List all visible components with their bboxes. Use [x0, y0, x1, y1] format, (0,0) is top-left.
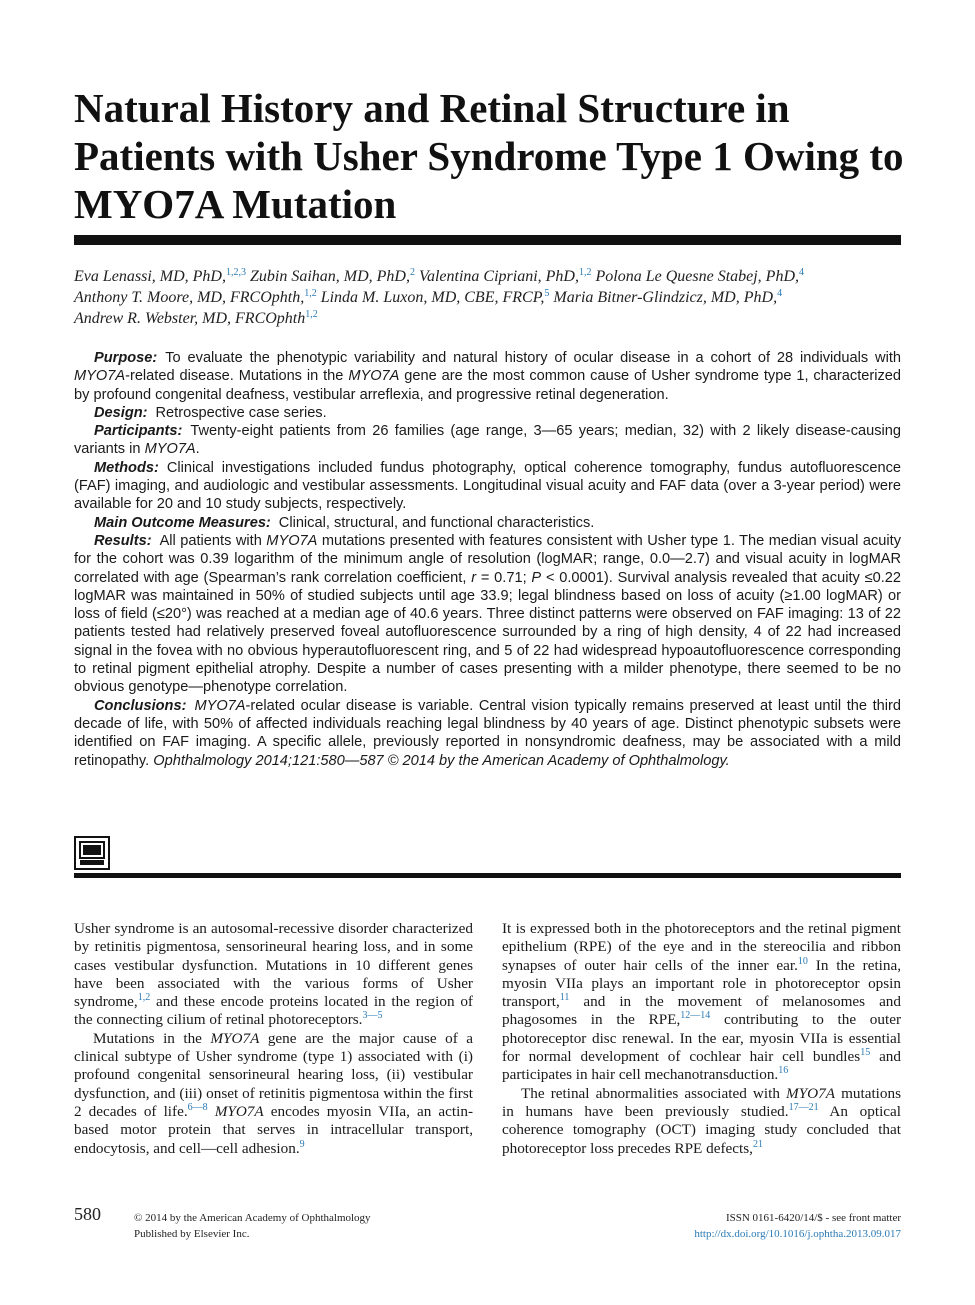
doi-link[interactable]: http://dx.doi.org/10.1016/j.ophtha.2013.09.017 — [694, 1228, 901, 1240]
author: Andrew R. Webster, MD, FRCOphth$^{1,2}$ — [74, 309, 318, 327]
reference-link[interactable]: 3—5 — [362, 1010, 383, 1022]
reference-link[interactable]: 16 — [778, 1065, 789, 1077]
body-paragraph: Mutations in the MYO7A gene are the major cause of a clinical subtype of Usher syndrome (type 1) associated with (i) profound congenital sensorineural hearing loss, (ii) vestibular dysfunction, and (iii) onset of retinitis pigmentosa within the first 2 decades of life.$^{6—8}$ MYO7A encodes myosin VIIa, an actin-based motor protein that serves in intracellular transport, endocytosis, and cell—cell adhesion.$^9$ — [74, 1029, 473, 1157]
body-paragraph: The retinal abnormalities associated with MYO7A mutations in humans have been previously studied.$^{17—21}$ An optical coherence tomography (OCT) imaging study concluded that photoreceptor loss precedes RPE defects,$^{21}$ — [502, 1084, 902, 1157]
citation: Ophthalmology 2014;121:580—587 © 2014 by the American Academy of Ophthalmology. — [153, 752, 730, 769]
abstract-methods: Methods: Clinical investigations included fundus photography, optical coherence tomography, fundus autofluorescence (FAF) imaging, and audiologic and vestibular assessments. Longitudinal visual acuity and FAF data (over a 3-year period) were available for 20 and 10 study subjects, respectively. — [74, 459, 901, 513]
body-column-right — [502, 920, 901, 1158]
abstract-design: Design: Retrospective case series. — [94, 404, 327, 421]
author-list — [74, 266, 904, 329]
abstract-results: Results: All patients with MYO7A mutations presented with features consistent with Usher type 1. The median visual acuity for the cohort was 0.39 logarithm of the minimum angle of resolution (logMAR; range, 0.0—2.7) and visual acuity in logMAR correlated with age (Spearman’s rank correlation coefficient, r = 0.71; P < 0.0001). Survival analysis revealed that acuity ≤0.22 logMAR was maintained in 50% of studied subjects until age 33.9; legal blindness based on loss of acuity (≥1.00 logMAR) or loss of field (≤20°) was reached at a median age of 40.6 years. Three distinct patterns were observed on FAF imaging: 13 of 22 patients tested had relatively preserved foveal autofluorescence surrounded by a ring of high density, 4 of 22 had increased signal in the fovea with no obvious hyperautofluorescent ring, and 5 of 22 had widespread hypoautofluorescence corresponding to retinal pigment epithelial atrophy. Despite a number of cases presenting with a milder phenotype, there seemed to be no obvious genotype—phenotype correlation. — [74, 532, 902, 696]
author: Valentina Cipriani, PhD,$^{1,2}$ — [418, 267, 592, 285]
affiliation-ref[interactable]: 4 — [777, 288, 783, 299]
body-paragraph: Usher syndrome is an autosomal-recessive disorder characterized by retinitis pigmentosa, sensorineural hearing loss, and in some cases vestibular dysfunction. Mutations in 10 different genes have been associated with the various forms of Usher syndrome,$^{1,2}$ and these encode proteins located in the region of the connecting cilium of retinal photoreceptors.$^{3—5}$ — [74, 920, 473, 1029]
page-number: 580 — [74, 1204, 101, 1224]
affiliation-ref[interactable]: 1,2 — [304, 288, 317, 299]
video-icon[interactable] — [74, 836, 110, 870]
author: Zubin Saihan, MD, PhD,$^2$ — [249, 267, 415, 285]
affiliation-ref[interactable]: 5 — [544, 288, 550, 299]
footer-copyright: © 2014 by the American Academy of Ophthalmology Published by Elsevier Inc. — [134, 1212, 371, 1240]
abstract-conclusions: Conclusions: MYO7A-related ocular disease is variable. Central vision typically remains preserved at least until the third decade of life, with 50% of affected individuals reaching legal blindness by 40 years of age. Distinct phenotypic subsets were identified on FAF imaging. A specific allele, previously reported in nonsyndromic deafness, may be associated with a mild retinopathy. Ophthalmology 2014;121:580—587 © 2014 by the American Academy of Ophthalmology. — [74, 697, 901, 769]
reference-link[interactable]: 10 — [797, 955, 808, 967]
reference-link[interactable]: 6—8 — [187, 1101, 208, 1113]
reference-link[interactable]: 11 — [559, 992, 570, 1004]
author: Linda M. Luxon, MD, CBE, FRCP,$^5$ — [320, 288, 550, 306]
article-title: Natural History and Retinal Structure in Patients with Usher Syndrome Type 1 Owing to MYO7A Mutation — [74, 85, 904, 227]
reference-link[interactable]: 1,2 — [137, 992, 151, 1004]
abstract — [74, 349, 901, 770]
reference-link[interactable]: 21 — [752, 1138, 763, 1150]
reference-link[interactable]: 17—21 — [788, 1101, 819, 1113]
author: Maria Bitner-Glindzicz, MD, PhD,$^4$ — [553, 288, 783, 306]
title-rule — [74, 235, 901, 245]
affiliation-ref[interactable]: 1,2 — [305, 309, 318, 320]
body-column-left — [74, 920, 473, 1158]
abstract-participants: Participants: Twenty-eight patients from 26 families (age range, 3—65 years; median, 32) with 2 likely disease-causing variants in MYO7A. — [74, 423, 901, 458]
author: Anthony T. Moore, MD, FRCOphth,$^{1,2}$ — [74, 288, 317, 306]
affiliation-ref[interactable]: 1,2,3 — [225, 267, 246, 278]
author: Eva Lenassi, MD, PhD,$^{1,2,3}$ — [74, 267, 246, 285]
footer-issn: ISSN 0161-6420/14/$ - see front matter http://dx.doi.org/10.1016/j.ophtha.2013.09.017 — [694, 1212, 901, 1240]
body-paragraph: It is expressed both in the photoreceptors and the retinal pigment epithelium (RPE) of the eye and in the stereocilia and ribbon synapses of outer hair cells of the inner ear.$^{10}$ In the retina, myosin VIIa plays an important role in photoreceptor opsin transport,$^{11}$ and in the movement of melanosomes and phagosomes in the RPE,$^{12—14}$ contributing to the outer photoreceptor disc renewal. In the ear, myosin VIIa is essential for normal development of cochlear hair cell bundles$^{15}$ and participates in hair cell mechanotransduction.$^{16}$ — [502, 920, 902, 1084]
reference-link[interactable]: 9 — [299, 1138, 305, 1150]
author: Polona Le Quesne Stabej, PhD,$^4$ — [595, 267, 805, 285]
abstract-purpose: Purpose: To evaluate the phenotypic variability and natural history of ocular disease in a cohort of 28 individuals with MYO7A-related disease. Mutations in the MYO7A gene are the most common cause of Usher syndrome type 1, characterized by profound congenital deafness, vestibular arreflexia, and progressive retinal degeneration. — [74, 350, 901, 403]
abstract-outcome-measures: Main Outcome Measures: Clinical, structural, and functional characteristics. — [94, 514, 595, 531]
reference-link[interactable]: 12—14 — [680, 1010, 711, 1022]
affiliation-ref[interactable]: 1,2 — [578, 267, 592, 278]
reference-link[interactable]: 15 — [860, 1047, 871, 1059]
affiliation-ref[interactable]: 2 — [409, 267, 415, 278]
section-rule — [74, 873, 901, 878]
affiliation-ref[interactable]: 4 — [799, 267, 805, 278]
